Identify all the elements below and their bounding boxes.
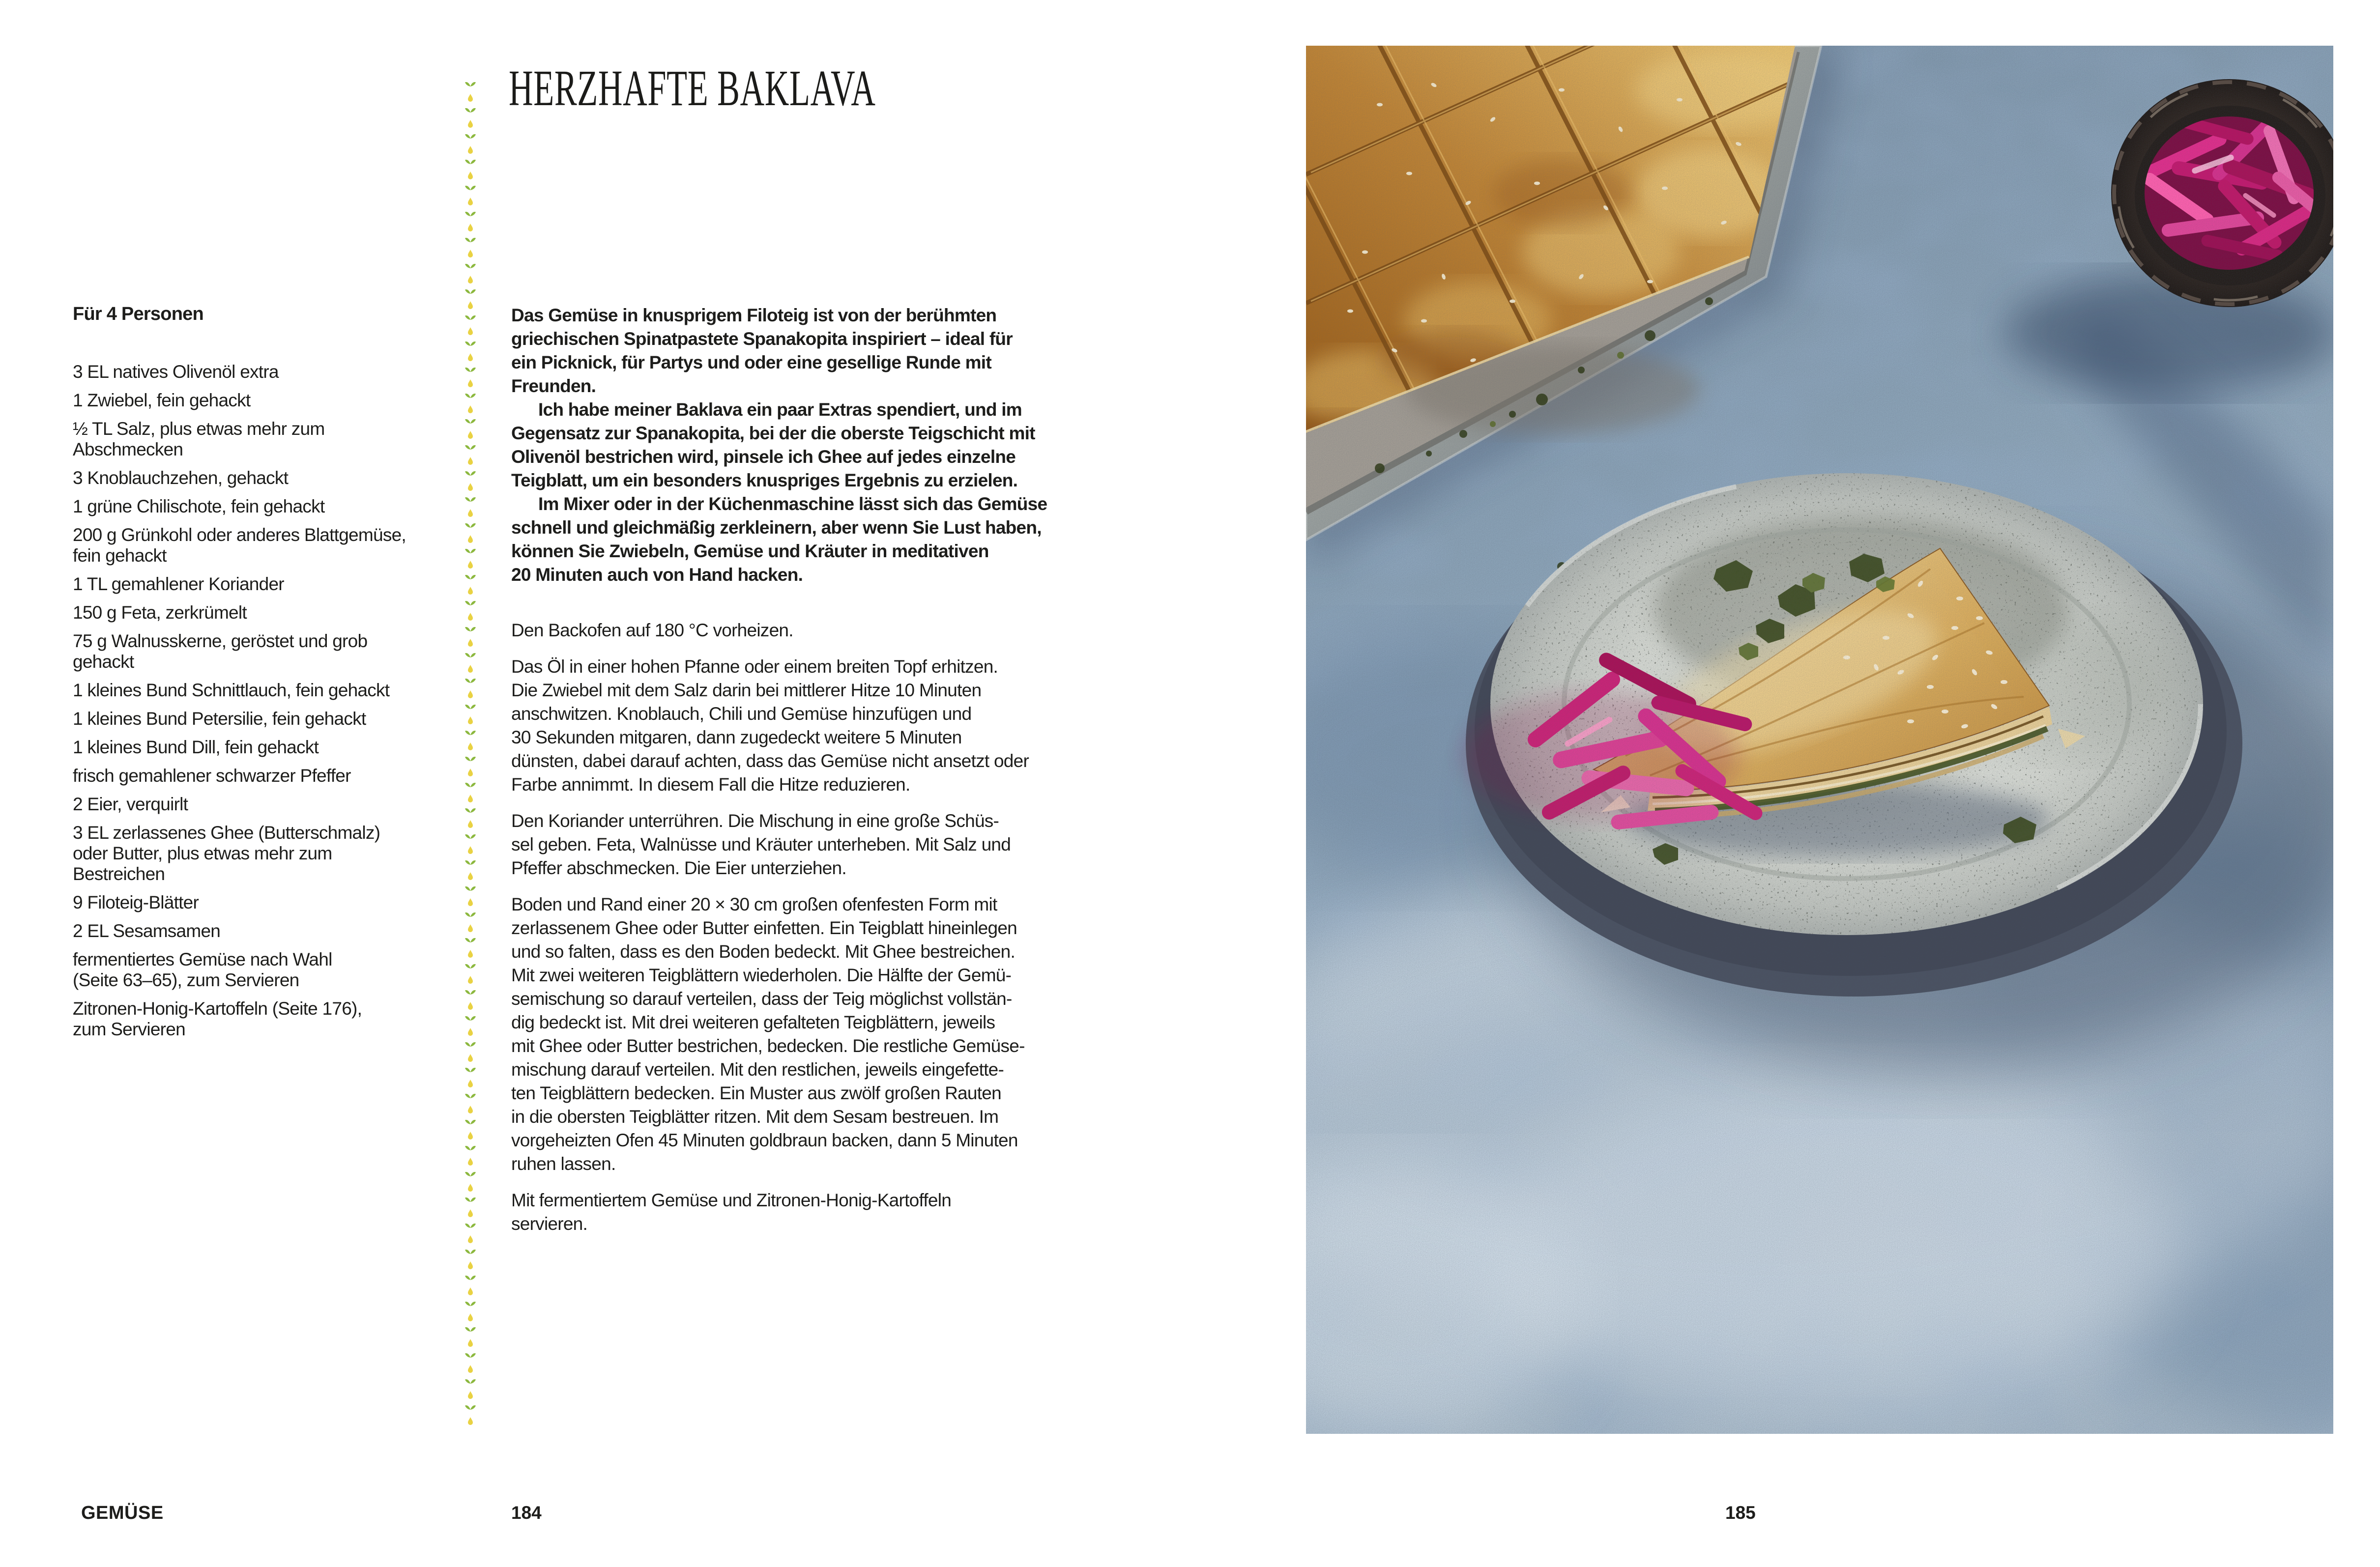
sprout-icon bbox=[465, 807, 476, 813]
sprout-icon bbox=[465, 263, 476, 269]
ingredient-item: Zitronen-Honig-Kartoffeln (Seite 176), zum Servieren bbox=[73, 998, 362, 1039]
ingredient-item: fermentiertes Gemüse nach Wahl (Seite 63–65), zum Servieren bbox=[73, 949, 332, 990]
sprout-icon bbox=[465, 885, 476, 891]
sprout-icon bbox=[465, 626, 476, 632]
seed-icon bbox=[468, 976, 473, 984]
seed-icon bbox=[468, 509, 473, 517]
seed-icon bbox=[468, 1287, 473, 1295]
ingredients-list bbox=[73, 362, 406, 1048]
instruction-paragraph: Das Öl in einer hohen Pfanne oder einem breiten Topf erhitzen. Die Zwiebel mit dem Salz darin bei mittlerer Hitze 10 Minuten anschwitzen. Knoblauch, Chili und Gemüse hinzufügen und 30 Sekunden mitgaren, dann zugedeckt weitere 5 Minuten dünsten, dabei darauf achten, dass das Gemüse nicht ansetzt oder Farbe annimmt. In diesem Fall die Hitze reduzieren. bbox=[511, 656, 1029, 795]
sprout-icon bbox=[465, 367, 476, 372]
sprout-icon bbox=[465, 1249, 476, 1254]
seed-icon bbox=[468, 1080, 473, 1087]
sprout-icon bbox=[465, 937, 476, 943]
sprout-icon bbox=[465, 1093, 476, 1099]
seed-icon bbox=[468, 301, 473, 309]
intro-paragraph: Ich habe meiner Baklava ein paar Extras spendiert, und im Gegensatz zur Spanakopita, bei der die oberste Teigschicht mit Olivenöl bestrichen wird, pinsele ich Ghee auf jedes einzelne Teigblatt, um ein besonders knuspriges Ergebnis zu erzielen. bbox=[511, 399, 1035, 490]
seed-icon bbox=[468, 1132, 473, 1140]
ingredient-item: 1 TL gemahlener Koriander bbox=[73, 574, 284, 594]
seed-icon bbox=[468, 457, 473, 465]
seed-icon bbox=[468, 613, 473, 621]
instructions-block bbox=[511, 619, 1029, 1249]
seed-icon bbox=[468, 1028, 473, 1036]
ingredient-item: frisch gemahlener schwarzer Pfeffer bbox=[73, 766, 351, 786]
ingredient-item: 150 g Feta, zerkrümelt bbox=[73, 602, 247, 623]
sprout-icon bbox=[465, 314, 476, 320]
seed-icon bbox=[468, 1339, 473, 1347]
ingredient-item: 3 EL zerlassenes Ghee (Butterschmalz) oder Butter, plus etwas mehr zum Bestreichen bbox=[73, 823, 380, 884]
ingredient-item: 75 g Walnusskerne, geröstet und grob gehackt bbox=[73, 631, 368, 672]
sprout-icon bbox=[465, 833, 476, 839]
ingredient-item: 200 g Grünkohl oder anderes Blattgemüse, fein gehackt bbox=[73, 525, 406, 566]
sprout-icon bbox=[465, 107, 476, 113]
seed-icon bbox=[468, 561, 473, 569]
seed-icon bbox=[468, 1261, 473, 1269]
seed-icon bbox=[468, 224, 473, 231]
seed-icon bbox=[468, 690, 473, 698]
sprout-icon bbox=[465, 1015, 476, 1021]
sprout-icon bbox=[465, 1171, 476, 1177]
seed-icon bbox=[468, 924, 473, 932]
sprout-icon bbox=[465, 989, 476, 995]
ingredient-item: 9 Filoteig-Blätter bbox=[73, 892, 199, 912]
ingredient-item: 2 Eier, verquirlt bbox=[73, 794, 188, 814]
sprout-icon bbox=[465, 1067, 476, 1073]
seed-icon bbox=[468, 1365, 473, 1373]
seed-icon bbox=[468, 1158, 473, 1166]
sprout-icon bbox=[465, 704, 476, 710]
page-number-right: 185 bbox=[1725, 1503, 1756, 1523]
seed-icon bbox=[468, 535, 473, 543]
sprout-icon bbox=[465, 133, 476, 139]
recipe-photo bbox=[1306, 46, 2333, 1434]
seed-icon bbox=[468, 405, 473, 413]
seed-icon bbox=[468, 379, 473, 387]
seed-icon bbox=[468, 769, 473, 776]
seed-icon bbox=[468, 250, 473, 257]
sprout-icon bbox=[465, 1041, 476, 1047]
sprout-icon bbox=[465, 470, 476, 476]
sprout-icon bbox=[465, 1352, 476, 1358]
seed-icon bbox=[468, 665, 473, 673]
sprout-icon bbox=[465, 1119, 476, 1125]
seed-icon bbox=[468, 1106, 473, 1113]
sprout-icon bbox=[465, 1378, 476, 1384]
sprout-icon bbox=[465, 81, 476, 87]
sprout-icon bbox=[465, 730, 476, 736]
ingredient-item: 1 kleines Bund Dill, fein gehackt bbox=[73, 737, 319, 757]
sprout-icon bbox=[465, 1145, 476, 1151]
sprout-icon bbox=[465, 185, 476, 191]
sprout-icon bbox=[465, 963, 476, 969]
sprout-icon bbox=[465, 548, 476, 554]
sprout-icon bbox=[465, 756, 476, 762]
ingredient-item: 1 kleines Bund Petersilie, fein gehackt bbox=[73, 709, 366, 729]
ingredient-item: 3 Knoblauchzehen, gehackt bbox=[73, 468, 289, 488]
ingredient-item: 1 kleines Bund Schnittlauch, fein gehackt bbox=[73, 680, 390, 700]
seed-icon bbox=[468, 1313, 473, 1321]
seed-icon bbox=[468, 795, 473, 802]
section-label: GEMÜSE bbox=[81, 1503, 164, 1523]
sprout-icon bbox=[465, 237, 476, 243]
sprout-icon bbox=[465, 1326, 476, 1332]
seed-icon bbox=[468, 353, 473, 361]
seed-icon bbox=[468, 120, 473, 128]
sprout-icon bbox=[465, 418, 476, 424]
sprout-icon bbox=[465, 574, 476, 580]
sprout-icon bbox=[465, 859, 476, 865]
seed-icon bbox=[468, 431, 473, 439]
sprout-icon bbox=[465, 444, 476, 450]
instruction-paragraph: Den Backofen auf 180 °C vorheizen. bbox=[511, 620, 793, 640]
sprout-icon bbox=[465, 522, 476, 528]
sprout-icon bbox=[465, 782, 476, 788]
seed-icon bbox=[468, 198, 473, 205]
seed-icon bbox=[468, 716, 473, 724]
instruction-paragraph: Mit fermentiertem Gemüse und Zitronen-Honig-Kartoffeln servieren. bbox=[511, 1190, 952, 1234]
seed-icon bbox=[468, 898, 473, 906]
seed-icon bbox=[468, 1209, 473, 1217]
seed-icon bbox=[468, 1417, 473, 1425]
sprout-icon bbox=[465, 678, 476, 684]
page-number-left: 184 bbox=[511, 1503, 542, 1523]
seed-icon bbox=[468, 171, 473, 179]
seed-icon bbox=[468, 846, 473, 854]
sprout-icon bbox=[465, 1197, 476, 1202]
sprout-icon bbox=[465, 1404, 476, 1410]
instruction-paragraph: Boden und Rand einer 20 × 30 cm großen ofenfesten Form mit zerlassenem Ghee oder Butter einfetten. Ein Teigblatt hineinlegen und so falten, dass es den Boden bedeckt. Mit Ghee bestreichen. Mit zwei weiteren Teigblättern wiederholen. Die Hälfte der Gemü- semischung so darauf verteilen, dass der Teig möglichst vollstän- dig bedeckt ist. Mit drei weiteren gefalteten Teigblättern, jeweils mit Ghee oder Butter bestrichen, bedecken. Die restliche Gemüse- mischung darauf verteilen. Mit den restlichen, jeweils eingefette- ten Teigblättern bedecken. Ein Muster aus zwölf großen Rauten in die obersten Teigblätter ritzen. Mit dem Sesam bestreuen. Im vorgeheizten Ofen 45 Minuten goldbraun backen, dann 5 Minuten ruhen lassen. bbox=[511, 894, 1025, 1174]
seed-icon bbox=[468, 327, 473, 335]
seed-icon bbox=[468, 742, 473, 750]
sprout-icon bbox=[465, 288, 476, 294]
sprout-icon bbox=[465, 496, 476, 502]
serving-info: Für 4 Personen bbox=[73, 304, 203, 324]
sprout-icon bbox=[465, 1223, 476, 1228]
sprout-icon bbox=[465, 1301, 476, 1307]
intro-paragraph: Das Gemüse in knusprigem Filoteig ist von der berühmten griechischen Spinatpastete Spanakopita inspiriert – ideal für ein Picknick, für Partys und oder eine gesellige Runde mit Freunden. bbox=[511, 305, 1013, 396]
sprout-icon bbox=[465, 393, 476, 399]
seed-icon bbox=[468, 587, 473, 595]
seed-icon bbox=[468, 872, 473, 880]
seed-icon bbox=[468, 1391, 473, 1399]
sprout-icon bbox=[465, 600, 476, 606]
ingredient-item: ½ TL Salz, plus etwas mehr zum Abschmecken bbox=[73, 419, 325, 459]
intro-block bbox=[511, 304, 1047, 587]
seed-icon bbox=[468, 146, 473, 154]
sprout-icon bbox=[465, 159, 476, 165]
seed-icon bbox=[468, 1235, 473, 1243]
seed-icon bbox=[468, 276, 473, 284]
seed-icon bbox=[468, 1184, 473, 1192]
sprout-icon bbox=[465, 652, 476, 658]
seed-icon bbox=[468, 1002, 473, 1010]
sprout-icon bbox=[465, 341, 476, 346]
seed-icon bbox=[468, 950, 473, 958]
instruction-paragraph: Den Koriander unterrühren. Die Mischung in eine große Schüs- sel geben. Feta, Walnüsse und Kräuter unterheben. Mit Salz und Pfeffer abschmecken. Die Eier unterziehen. bbox=[511, 811, 1011, 878]
seed-icon bbox=[468, 1054, 473, 1062]
seed-icon bbox=[468, 820, 473, 828]
intro-paragraph: Im Mixer oder in der Küchenmaschine lässt sich das Gemüse schnell und gleichmäßig zerkleinern, aber wenn Sie Lust haben, können Sie Zwiebeln, Gemüse und Kräuter in meditativen 20 Minuten auch von Hand hacken. bbox=[511, 494, 1047, 585]
ingredient-item: 1 grüne Chilischote, fein gehackt bbox=[73, 496, 325, 516]
recipe-title: HERZHAFTE BAKLAVA bbox=[509, 60, 876, 116]
ingredient-item: 2 EL Sesamsamen bbox=[73, 921, 221, 941]
seed-icon bbox=[468, 639, 473, 647]
ingredient-item: 3 EL natives Olivenöl extra bbox=[73, 362, 279, 382]
seed-icon bbox=[468, 94, 473, 102]
sprout-icon bbox=[465, 912, 476, 917]
sprout-icon bbox=[465, 1275, 476, 1281]
seed-icon bbox=[468, 483, 473, 491]
sprout-icon bbox=[465, 211, 476, 217]
ingredient-item: 1 Zwiebel, fein gehackt bbox=[73, 390, 251, 410]
